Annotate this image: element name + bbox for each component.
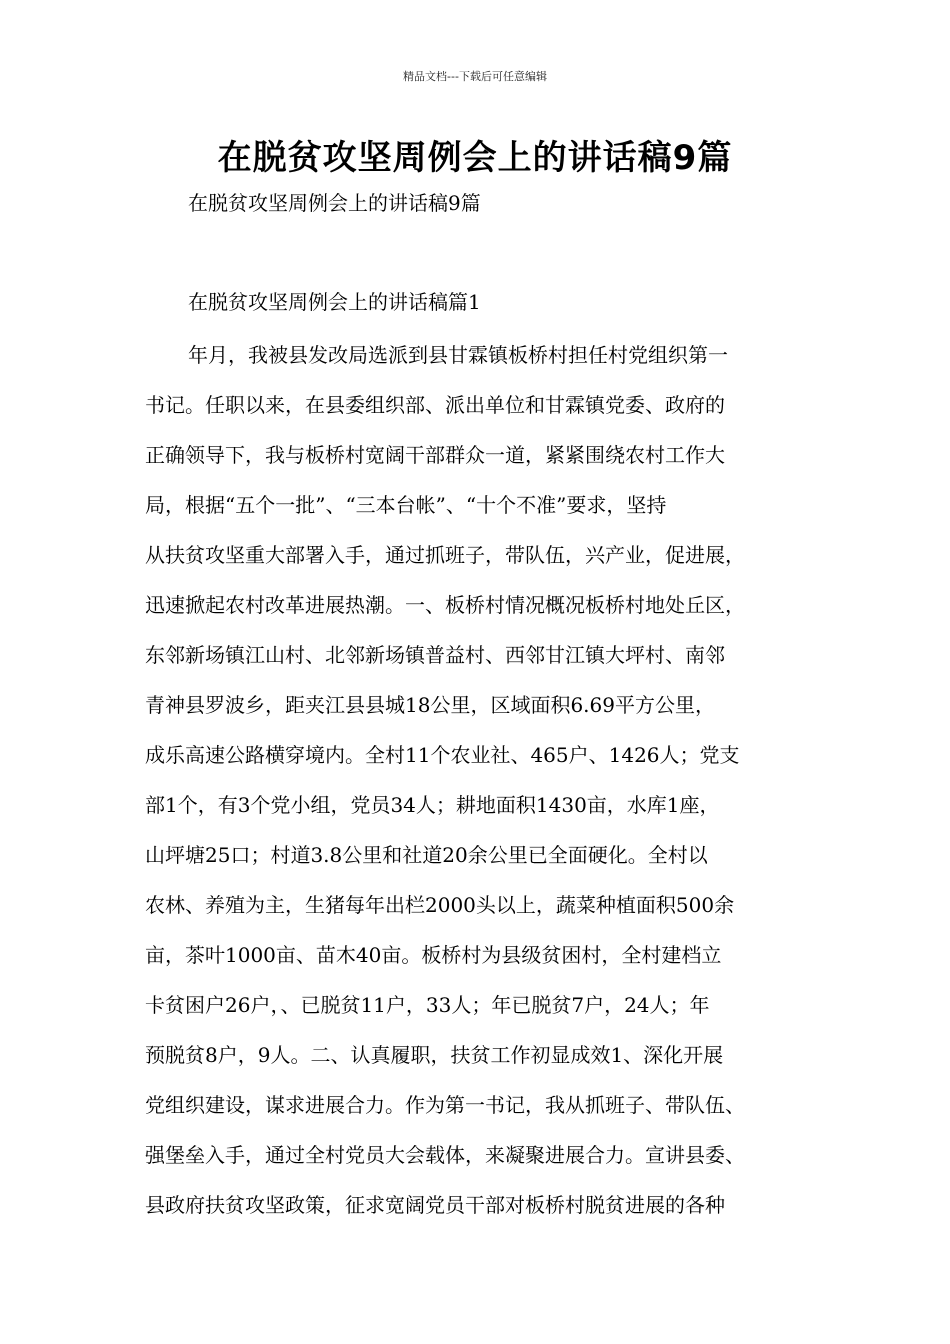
- body-line: 县政府扶贫攻坚政策，征求宽阔党员干部对板桥村脱贫进展的各种: [145, 1193, 725, 1217]
- body-line: 正确领导下，我与板桥村宽阔干部群众一道，紧紧围绕农村工作大: [145, 443, 725, 467]
- body-text: [145, 330, 835, 1230]
- header-note: 精品文档---下载后可任意编辑: [403, 70, 547, 83]
- body-line: 部1个，有3个党小组，党员34人；耕地面积1430亩，水库1座，: [145, 793, 720, 817]
- body-line: 东邻新场镇江山村、北邻新场镇普益村、西邻甘江镇大坪村、南邻: [145, 643, 725, 667]
- section-heading: 在脱贫攻坚周例会上的讲话稿篇1: [188, 290, 481, 314]
- body-line: 党组织建设，谋求进展合力。作为第一书记，我从抓班子、带队伍、: [145, 1093, 745, 1117]
- body-line: 农林、养殖为主，生猪每年出栏2000头以上，蔬菜种植面积500余: [145, 893, 735, 917]
- body-line: 书记。任职以来，在县委组织部、派出单位和甘霖镇党委、政府的: [145, 393, 725, 417]
- body-line: 卡贫困户26户，、已脱贫11户，33人；年已脱贫7户，24人；年: [145, 993, 710, 1017]
- body-line: 预脱贫8户，9人。二、认真履职，扶贫工作初显成效1、深化开展: [145, 1043, 724, 1067]
- body-line: 成乐高速公路横穿境内。全村11个农业社、465户、1426人；党支: [145, 743, 740, 767]
- body-line: 年月，我被县发改局选派到县甘霖镇板桥村担任村党组织第一: [188, 343, 728, 367]
- body-line: 强堡垒入手，通过全村党员大会载体，来凝聚进展合力。宣讲县委、: [145, 1143, 745, 1167]
- body-line: 山坪塘25口；村道3.8公里和社道20余公里已全面硬化。全村以: [145, 843, 708, 867]
- body-line: 迅速掀起农村改革进展热潮。一、板桥村情况概况板桥村地处丘区，: [145, 593, 745, 617]
- document-subtitle: 在脱贫攻坚周例会上的讲话稿9篇: [188, 191, 481, 215]
- body-line: 局，根据“五个一批”、“三本台帐”、“十个不准”要求，坚持: [145, 493, 667, 517]
- document-title: 在脱贫攻坚周例会上的讲话稿9篇: [217, 138, 733, 178]
- body-line: 从扶贫攻坚重大部署入手，通过抓班子，带队伍，兴产业，促进展，: [145, 543, 745, 567]
- body-line: 亩，茶叶1000亩、苗木40亩。板桥村为县级贫困村，全村建档立: [145, 943, 722, 967]
- body-line: 青神县罗波乡，距夹江县县城18公里，区域面积6.69平方公里，: [145, 693, 715, 717]
